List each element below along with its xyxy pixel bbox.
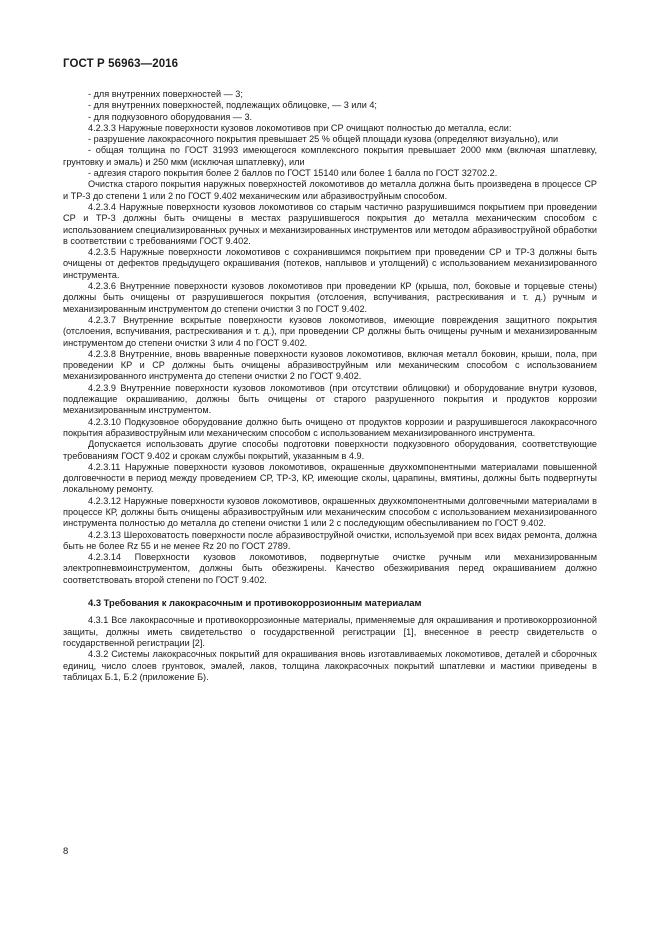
list-item: - для внутренних поверхностей — 3; (88, 89, 243, 99)
paragraph-4-3-1: 4.3.1 Все лакокрасочные и противокоррозионные материалы, применяемые для окрашивания и противокоррозионной защиты, должны иметь свидетельство о государственной регистрации [1], внесенное в реестр свидетельств о государственной регистрации [2]. (63, 615, 597, 648)
list-item: - разрушение лакокрасочного покрытия превышает 25 % общей площади кузова (определяют визуально), или (88, 134, 559, 145)
paragraph-4-2-3-7: 4.2.3.7 Внутренние вскрытые поверхности кузовов локомотивов, имеющие повреждения защитного покрытия (отслоения, вспучивания, растрескивания и т. д.), при проведении СР должны быть очищены ручным и механизированным инструментом до степени очистки 3 или 4 по ГОСТ 9.402. (63, 314, 597, 348)
paragraph-4-3-2: 4.3.2 Системы лакокрасочных покрытий для окрашивания вновь изготавливаемых локомотивов, деталей и сборочных единиц, число слоев грунтовок, эмалей, лаков, толщина лакокрасочных покрытий шпатлевки и мастики приведены в таблицах Б.1, Б.2 (приложение Б). (63, 649, 597, 682)
paragraph-4-2-3-10: 4.2.3.10 Подкузовное оборудование должно быть очищено от продуктов коррозии и разрушившегося лакокрасочного покрытия абразивоструйным или механическим способом с использованием механизированного инструмента. (63, 416, 597, 438)
paragraph-4-2-3-6: 4.2.3.6 Внутренние поверхности кузовов локомотивов при проведении КР (крыша, пол, боковые и торцевые стены) должны быть очищены от разрушившегося покрытия (отслоения, вспучивания, растрескивания и т. д.) ручным и механизированным инструментом до степени очистки 3 по ГОСТ 9.402. (63, 281, 597, 314)
list-item: - для внутренних поверхностей, подлежащих облицовке, — 3 или 4; (88, 100, 377, 111)
list-item: - адгезия старого покрытия более 2 баллов по ГОСТ 15140 или более 1 балла по ГОСТ 32702.2. (88, 168, 498, 179)
page-body (63, 89, 597, 683)
paragraph-4-2-3-4: 4.2.3.4 Наружные поверхности кузовов локомотивов со старым частично разрушившимся покрытием при проведении СР и ТР-3 должны быть очищены в местах разрушившегося покрытия до металла механическим способом с использованием специализированных ручных и механизированных инструментов или методом абразивоструйной обработки в соответствии с требованиями ГОСТ 9.402. (63, 201, 597, 246)
paragraph-4-2-3-11: 4.2.3.11 Наружные поверхности кузовов локомотивов, окрашенные двухкомпонентными материалами повышенной долговечности в период между проведением СР, ТР-3, КР, имеющие сколы, царапины, вмятины, должны быть подвергнуты локальному ремонту. (63, 461, 597, 495)
paragraph-4-2-3-13: 4.2.3.13 Шероховатость поверхности после абразивоструйной очистки, используемой при всех видах ремонта, должна быть не более Rz 55 и не менее Rz 20 по ГОСТ 2789. (63, 529, 597, 551)
paragraph-4-2-3-8: 4.2.3.8 Внутренние, вновь вваренные поверхности кузовов локомотивов, включая металл боковин, крыши, пола, при проведении КР и СР должны быть очищены абразивоструйным или механическим способом с использованием механизированного инструмента до степени очистки 2 по ГОСТ 9.402. (63, 348, 597, 382)
paragraph-4-2-3-12: 4.2.3.12 Наружные поверхности кузовов локомотивов, окрашенных двухкомпонентными долговечными материалами в процессе КР, должны быть очищены абразивоструйным или механическим способом с использованием механизированного инструмента полностью до металла до степени очистки 1 или 2 с последующим обеспыливанием по ГОСТ 9.402. (63, 495, 597, 529)
list-item: - для подкузовного оборудования — 3. (88, 111, 253, 122)
paragraph-4-2-3-9: 4.2.3.9 Внутренние поверхности кузовов локомотивов (при отсутствии облицовки) и оборудование внутри кузовов, подлежащие окрашиванию, должны быть очищены от старого разрушенного покрытия и продуктов коррозии механизированным инструментом. (63, 382, 597, 416)
list-item: - общая толщина по ГОСТ 31993 имеющегося комплексного покрытия превышает 2000 мкм (включая шпатлевку, грунтовку и эмаль) и 250 мкм (исключая шпатлевку), или (63, 145, 597, 167)
paragraph-4-2-3-3: 4.2.3.3 Наружные поверхности кузовов локомотивов при СР очищают полностью до металла, если: (88, 122, 512, 133)
page-number: 8 (63, 846, 69, 857)
section-heading-4-3: 4.3 Требования к лакокрасочным и противокоррозионным материалам (88, 597, 422, 609)
paragraph: Допускается использовать другие способы подготовки поверхности подкузовного оборудования, соответствующие требованиям ГОСТ 9.402 и срокам службы покрытий, указанным в 4.9. (63, 439, 597, 461)
paragraph: Очистка старого покрытия наружных поверхностей локомотивов до металла должна быть произведена в процессе СР и ТР-3 до степени 1 или 2 по ГОСТ 9.402 механическим или абразивоструйным способом. (63, 179, 597, 201)
paragraph-4-2-3-14: 4.2.3.14 Поверхности кузовов локомотивов, подвергнутые очистке ручным или механизированным электропневмоинструментом, должны быть обезжирены. Качество обезжиривания перед окрашиванием должно соответствовать второй степени по ГОСТ 9.402. (63, 552, 597, 585)
document-header: ГОСТ Р 56963—2016 (63, 58, 179, 70)
paragraph-4-2-3-5: 4.2.3.5 Наружные поверхности локомотивов с сохранившимся покрытием при проведении СР и ТР-3 должны быть очищены от дефектов предыдущего окрашивания (потеков, наплывов и утолщений) с использованием механизированного инструмента. (63, 247, 597, 280)
